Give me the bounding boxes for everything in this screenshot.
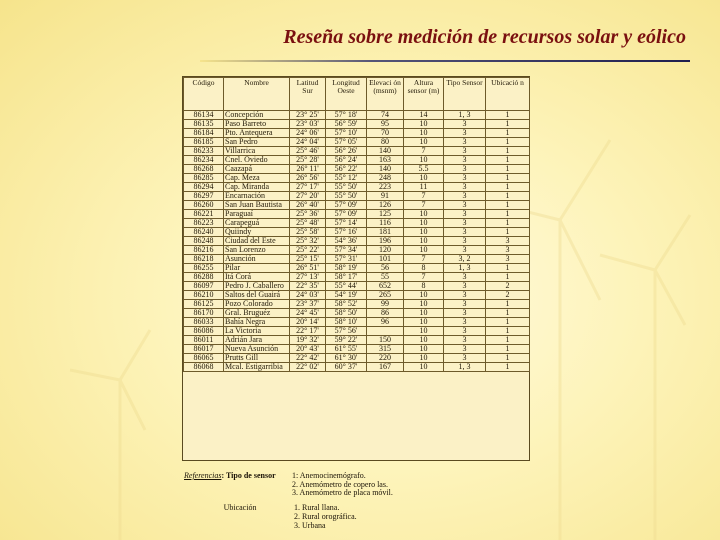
cell-nombre: Concepción [224, 111, 290, 120]
cell-nombre: Asunción [224, 255, 290, 264]
cell-elevacion: 95 [367, 120, 404, 129]
sensor-item: 2. Anemómetro de copero las. [292, 479, 388, 489]
cell-elevacion: 91 [367, 192, 404, 201]
cell-nombre: Itá Corá [224, 273, 290, 282]
cell-nombre: Prutts Gill [224, 354, 290, 363]
cell-tipo-sensor: 3 [444, 228, 486, 237]
cell-altura: 11 [404, 183, 444, 192]
location-label: Ubicación [223, 503, 257, 513]
cell-elevacion: 140 [367, 165, 404, 174]
cell-nombre: Pozo Colorado [224, 300, 290, 309]
cell-elevacion: 315 [367, 345, 404, 354]
table-row [184, 264, 530, 273]
cell-longitud: 57° 09' [326, 201, 367, 210]
cell-latitud: 27° 13' [290, 273, 326, 282]
cell-latitud: 20° 14' [290, 318, 326, 327]
cell-latitud: 22° 02' [290, 363, 326, 372]
cell-ubicacion: 1 [486, 156, 530, 165]
cell-altura: 7 [404, 201, 444, 210]
cell-codigo: 86240 [184, 228, 224, 237]
cell-longitud: 57° 18' [326, 111, 367, 120]
cell-longitud: 55° 12' [326, 174, 367, 183]
cell-ubicacion: 1 [486, 192, 530, 201]
cell-nombre: Nueva Asunción [224, 345, 290, 354]
cell-latitud: 24° 45' [290, 309, 326, 318]
cell-longitud: 56° 24' [326, 156, 367, 165]
cell-longitud: 58° 19' [326, 264, 367, 273]
cell-altura: 10 [404, 228, 444, 237]
cell-longitud: 57° 05' [326, 138, 367, 147]
cell-ubicacion: 3 [486, 255, 530, 264]
cell-ubicacion: 2 [486, 282, 530, 291]
cell-ubicacion: 1 [486, 147, 530, 156]
cell-elevacion: 652 [367, 282, 404, 291]
cell-altura: 10 [404, 120, 444, 129]
cell-altura: 10 [404, 174, 444, 183]
cell-codigo: 86086 [184, 327, 224, 336]
cell-tipo-sensor: 3 [444, 129, 486, 138]
cell-codigo: 86233 [184, 147, 224, 156]
cell-codigo: 86135 [184, 120, 224, 129]
cell-altura: 10 [404, 327, 444, 336]
header-nombre: Nombre [224, 78, 290, 111]
cell-latitud: 25° 32' [290, 237, 326, 246]
cell-codigo: 86033 [184, 318, 224, 327]
references-label: Referencias [184, 471, 222, 480]
header-longitud: Longitud Oeste [326, 78, 367, 111]
cell-ubicacion: 1 [486, 165, 530, 174]
cell-altura: 10 [404, 300, 444, 309]
cell-nombre: Cap. Miranda [224, 183, 290, 192]
stations-table-container [182, 76, 530, 461]
cell-tipo-sensor: 3 [444, 219, 486, 228]
cell-latitud: 26° 51' [290, 264, 326, 273]
cell-elevacion: 56 [367, 264, 404, 273]
cell-elevacion: 248 [367, 174, 404, 183]
header-codigo: Código [184, 78, 224, 111]
location-item: 2. Rural orográfica. [294, 511, 357, 521]
cell-altura: 14 [404, 111, 444, 120]
cell-latitud: 25° 46' [290, 147, 326, 156]
cell-codigo: 86134 [184, 111, 224, 120]
cell-codigo: 86097 [184, 282, 224, 291]
cell-elevacion: 125 [367, 210, 404, 219]
cell-latitud: 27° 17' [290, 183, 326, 192]
references-legend [184, 472, 524, 530]
table-row [184, 210, 530, 219]
cell-codigo: 86268 [184, 165, 224, 174]
cell-altura: 10 [404, 309, 444, 318]
cell-ubicacion: 1 [486, 228, 530, 237]
cell-nombre: Gral. Bruguéz [224, 309, 290, 318]
table-row [184, 273, 530, 282]
cell-tipo-sensor: 3 [444, 309, 486, 318]
cell-nombre: Saltos del Guairá [224, 291, 290, 300]
cell-tipo-sensor: 3 [444, 138, 486, 147]
cell-tipo-sensor: 3 [444, 183, 486, 192]
cell-altura: 5.5 [404, 165, 444, 174]
cell-longitud: 56° 59' [326, 120, 367, 129]
table-row [184, 255, 530, 264]
cell-elevacion: 74 [367, 111, 404, 120]
cell-elevacion [367, 327, 404, 336]
header-ubicacion: Ubicació n [486, 78, 530, 111]
cell-altura: 10 [404, 210, 444, 219]
cell-ubicacion: 1 [486, 129, 530, 138]
cell-altura: 10 [404, 345, 444, 354]
table-row [184, 336, 530, 345]
cell-altura: 8 [404, 264, 444, 273]
cell-tipo-sensor: 3 [444, 318, 486, 327]
cell-elevacion: 99 [367, 300, 404, 309]
cell-codigo: 86068 [184, 363, 224, 372]
cell-altura: 7 [404, 147, 444, 156]
cell-latitud: 24° 03' [290, 291, 326, 300]
table-row [184, 246, 530, 255]
cell-latitud: 22° 42' [290, 354, 326, 363]
cell-tipo-sensor: 3 [444, 192, 486, 201]
cell-nombre: Ciudad del Este [224, 237, 290, 246]
table-row [184, 327, 530, 336]
sensor-item: 1: Anemocinemógrafo. [292, 471, 366, 480]
cell-latitud: 24° 04' [290, 138, 326, 147]
cell-ubicacion: 1 [486, 327, 530, 336]
cell-longitud: 56° 22' [326, 165, 367, 174]
cell-nombre: Cap. Meza [224, 174, 290, 183]
cell-nombre: Paso Barreto [224, 120, 290, 129]
table-row [184, 111, 530, 120]
cell-longitud: 59° 22' [326, 336, 367, 345]
cell-longitud: 57° 31' [326, 255, 367, 264]
cell-latitud: 25° 36' [290, 210, 326, 219]
cell-latitud: 25° 58' [290, 228, 326, 237]
cell-nombre: San Lorenzo [224, 246, 290, 255]
cell-elevacion: 116 [367, 219, 404, 228]
cell-ubicacion: 1 [486, 345, 530, 354]
cell-codigo: 86017 [184, 345, 224, 354]
cell-codigo: 86234 [184, 156, 224, 165]
cell-latitud: 24° 06' [290, 129, 326, 138]
cell-ubicacion: 1 [486, 201, 530, 210]
cell-nombre: San Juan Bautista [224, 201, 290, 210]
cell-latitud: 25° 28' [290, 156, 326, 165]
sensor-item: 3. Anemómetro de placa móvil. [292, 488, 393, 498]
cell-codigo: 86221 [184, 210, 224, 219]
location-item: 3. Urbana [294, 520, 326, 530]
cell-codigo: 86216 [184, 246, 224, 255]
cell-elevacion: 265 [367, 291, 404, 300]
cell-codigo: 86184 [184, 129, 224, 138]
cell-tipo-sensor: 3 [444, 336, 486, 345]
cell-longitud: 57° 10' [326, 129, 367, 138]
cell-latitud: 26° 11' [290, 165, 326, 174]
table-row [184, 219, 530, 228]
cell-tipo-sensor: 3 [444, 120, 486, 129]
table-row [184, 228, 530, 237]
cell-ubicacion: 1 [486, 273, 530, 282]
table-row [184, 192, 530, 201]
location-item: 1. Rural llana. [294, 503, 340, 513]
cell-elevacion: 181 [367, 228, 404, 237]
cell-elevacion: 70 [367, 129, 404, 138]
page-title: Reseña sobre medición de recursos solar y eólico [283, 26, 686, 48]
cell-elevacion: 150 [367, 336, 404, 345]
cell-nombre: Carapeguá [224, 219, 290, 228]
cell-latitud: 22° 35' [290, 282, 326, 291]
cell-ubicacion: 1 [486, 111, 530, 120]
cell-latitud: 22° 17' [290, 327, 326, 336]
cell-elevacion: 55 [367, 273, 404, 282]
cell-ubicacion: 1 [486, 318, 530, 327]
cell-codigo: 86185 [184, 138, 224, 147]
cell-altura: 10 [404, 363, 444, 372]
cell-latitud: 25° 15' [290, 255, 326, 264]
cell-ubicacion: 3 [486, 237, 530, 246]
cell-longitud: 54° 36' [326, 237, 367, 246]
cell-nombre: La Victoria [224, 327, 290, 336]
cell-nombre: Cnel. Oviedo [224, 156, 290, 165]
header-elevacion: Elevaci ón (msnm) [367, 78, 404, 111]
cell-ubicacion: 1 [486, 363, 530, 372]
cell-elevacion: 140 [367, 147, 404, 156]
cell-altura: 10 [404, 246, 444, 255]
table-row [184, 147, 530, 156]
cell-ubicacion: 1 [486, 210, 530, 219]
cell-tipo-sensor: 3 [444, 237, 486, 246]
table-row [184, 363, 530, 372]
cell-tipo-sensor: 3 [444, 327, 486, 336]
cell-tipo-sensor: 3 [444, 174, 486, 183]
cell-codigo: 86065 [184, 354, 224, 363]
cell-elevacion: 80 [367, 138, 404, 147]
cell-longitud: 58° 17' [326, 273, 367, 282]
table-row [184, 300, 530, 309]
cell-altura: 7 [404, 255, 444, 264]
table-row [184, 174, 530, 183]
cell-elevacion: 163 [367, 156, 404, 165]
cell-elevacion: 120 [367, 246, 404, 255]
cell-latitud: 25° 22' [290, 246, 326, 255]
cell-codigo: 86255 [184, 264, 224, 273]
cell-tipo-sensor: 3 [444, 291, 486, 300]
cell-altura: 10 [404, 129, 444, 138]
cell-elevacion: 223 [367, 183, 404, 192]
cell-codigo: 86125 [184, 300, 224, 309]
cell-nombre: San Pedro [224, 138, 290, 147]
cell-tipo-sensor: 3 [444, 156, 486, 165]
cell-codigo: 86260 [184, 201, 224, 210]
cell-altura: 10 [404, 237, 444, 246]
cell-tipo-sensor: 3 [444, 273, 486, 282]
cell-latitud: 25° 48' [290, 219, 326, 228]
cell-elevacion: 220 [367, 354, 404, 363]
cell-tipo-sensor: 3, 2 [444, 255, 486, 264]
cell-tipo-sensor: 1, 3 [444, 264, 486, 273]
cell-longitud: 60° 37' [326, 363, 367, 372]
cell-longitud: 55° 50' [326, 192, 367, 201]
cell-latitud: 26° 56' [290, 174, 326, 183]
table-row [184, 120, 530, 129]
cell-longitud: 57° 34' [326, 246, 367, 255]
table-row [184, 309, 530, 318]
cell-tipo-sensor: 3 [444, 147, 486, 156]
cell-altura: 10 [404, 156, 444, 165]
cell-tipo-sensor: 3 [444, 201, 486, 210]
cell-codigo: 86297 [184, 192, 224, 201]
references-heading [184, 472, 292, 481]
table-row [184, 129, 530, 138]
cell-longitud: 57° 56' [326, 327, 367, 336]
cell-latitud: 23° 03' [290, 120, 326, 129]
table-row [184, 183, 530, 192]
table-row [184, 318, 530, 327]
cell-tipo-sensor: 1, 3 [444, 111, 486, 120]
table-header-row [184, 78, 530, 111]
cell-codigo: 86285 [184, 174, 224, 183]
cell-elevacion: 126 [367, 201, 404, 210]
table-row [184, 291, 530, 300]
cell-codigo: 86248 [184, 237, 224, 246]
table-row [184, 138, 530, 147]
cell-ubicacion: 2 [486, 291, 530, 300]
cell-nombre: Villarrica [224, 147, 290, 156]
cell-nombre: Encarnación [224, 192, 290, 201]
cell-longitud: 54° 19' [326, 291, 367, 300]
cell-latitud: 23° 25' [290, 111, 326, 120]
cell-altura: 10 [404, 318, 444, 327]
cell-elevacion: 86 [367, 309, 404, 318]
title-underline [200, 60, 690, 62]
cell-nombre: Paraguaí [224, 210, 290, 219]
cell-ubicacion: 1 [486, 219, 530, 228]
cell-longitud: 57° 09' [326, 210, 367, 219]
cell-ubicacion: 3 [486, 246, 530, 255]
cell-tipo-sensor: 3 [444, 300, 486, 309]
cell-latitud: 20° 43' [290, 345, 326, 354]
cell-altura: 10 [404, 219, 444, 228]
header-latitud: Latitud Sur [290, 78, 326, 111]
cell-elevacion: 101 [367, 255, 404, 264]
cell-codigo: 86170 [184, 309, 224, 318]
sensor-type-label: : Tipo de sensor [221, 471, 276, 480]
cell-altura: 10 [404, 138, 444, 147]
cell-codigo: 86011 [184, 336, 224, 345]
table-row [184, 354, 530, 363]
cell-altura: 7 [404, 192, 444, 201]
stations-table [183, 77, 530, 372]
cell-ubicacion: 1 [486, 183, 530, 192]
header-altura-sensor: Altura sensor (m) [404, 78, 444, 111]
cell-codigo: 86294 [184, 183, 224, 192]
cell-tipo-sensor: 1, 3 [444, 363, 486, 372]
cell-nombre: Pto. Antequera [224, 129, 290, 138]
table-row [184, 237, 530, 246]
table-row [184, 282, 530, 291]
cell-tipo-sensor: 3 [444, 345, 486, 354]
cell-codigo: 86223 [184, 219, 224, 228]
cell-ubicacion: 1 [486, 309, 530, 318]
cell-longitud: 61° 55' [326, 345, 367, 354]
cell-ubicacion: 1 [486, 174, 530, 183]
cell-codigo: 86288 [184, 273, 224, 282]
cell-latitud: 27° 20' [290, 192, 326, 201]
cell-longitud: 58° 52' [326, 300, 367, 309]
cell-tipo-sensor: 3 [444, 282, 486, 291]
cell-longitud: 55° 50' [326, 183, 367, 192]
cell-altura: 7 [404, 273, 444, 282]
cell-tipo-sensor: 3 [444, 246, 486, 255]
cell-longitud: 56° 26' [326, 147, 367, 156]
cell-nombre: Quiindy [224, 228, 290, 237]
cell-altura: 10 [404, 291, 444, 300]
cell-ubicacion: 1 [486, 138, 530, 147]
cell-elevacion: 196 [367, 237, 404, 246]
cell-latitud: 26° 40' [290, 201, 326, 210]
cell-codigo: 86218 [184, 255, 224, 264]
table-row [184, 345, 530, 354]
cell-ubicacion: 1 [486, 264, 530, 273]
cell-nombre: Adrián Jara [224, 336, 290, 345]
cell-tipo-sensor: 3 [444, 165, 486, 174]
cell-ubicacion: 1 [486, 354, 530, 363]
cell-tipo-sensor: 3 [444, 210, 486, 219]
cell-nombre: Pedro J. Caballero [224, 282, 290, 291]
table-row [184, 156, 530, 165]
table-row [184, 201, 530, 210]
table-row [184, 165, 530, 174]
cell-nombre: Caazapá [224, 165, 290, 174]
cell-longitud: 58° 10' [326, 318, 367, 327]
cell-altura: 8 [404, 282, 444, 291]
cell-longitud: 61° 30' [326, 354, 367, 363]
cell-longitud: 57° 14' [326, 219, 367, 228]
cell-elevacion: 96 [367, 318, 404, 327]
cell-nombre: Mcal. Estigarribia [224, 363, 290, 372]
cell-tipo-sensor: 3 [444, 354, 486, 363]
cell-nombre: Pilar [224, 264, 290, 273]
header-tipo-sensor: Tipo Sensor [444, 78, 486, 111]
cell-latitud: 19° 32' [290, 336, 326, 345]
cell-longitud: 58° 50' [326, 309, 367, 318]
cell-ubicacion: 1 [486, 120, 530, 129]
cell-ubicacion: 1 [486, 300, 530, 309]
cell-altura: 10 [404, 336, 444, 345]
cell-elevacion: 167 [367, 363, 404, 372]
table-body [184, 111, 530, 372]
cell-nombre: Bahía Negra [224, 318, 290, 327]
cell-codigo: 86210 [184, 291, 224, 300]
cell-latitud: 23° 37' [290, 300, 326, 309]
cell-longitud: 55° 44' [326, 282, 367, 291]
cell-longitud: 57° 16' [326, 228, 367, 237]
cell-altura: 10 [404, 354, 444, 363]
cell-ubicacion: 1 [486, 336, 530, 345]
